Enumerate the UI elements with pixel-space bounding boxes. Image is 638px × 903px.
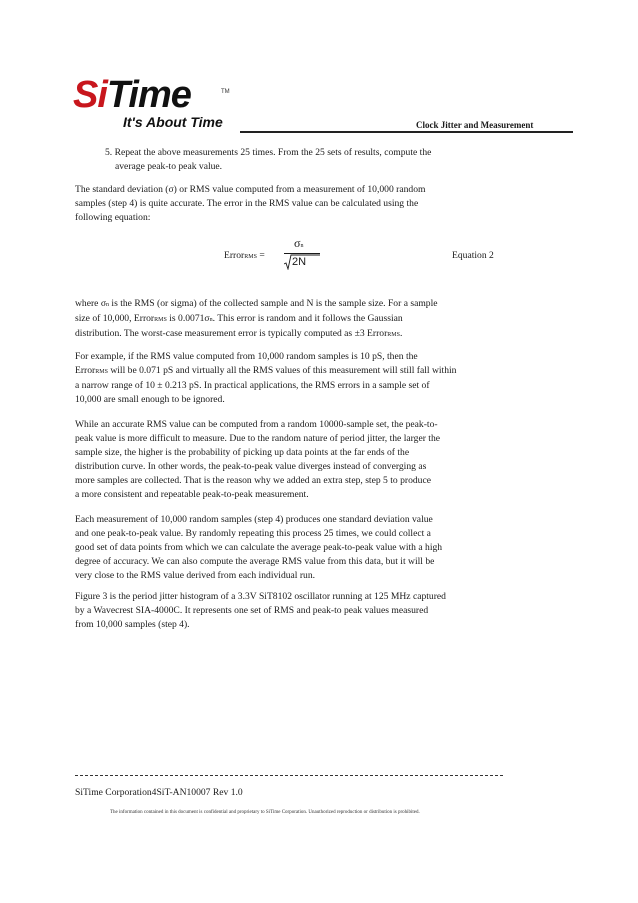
text-run: distribution. The worst-case measurement error is typically computed as ±3 Error [75,328,388,339]
subscript: RMS [387,332,400,338]
paragraph-peak-to-peak [75,418,485,502]
subscript: RMS [154,317,167,323]
text-line: While an accurate RMS value can be computed from a random 10000-sample set, the peak-to- [75,419,438,430]
text-line: following equation: [75,212,151,223]
text-line: distribution curve. In other words, the peak-to-peak value diverges instead of converging as [75,461,427,472]
eq-equals: = [256,250,265,261]
subscript: RMS [95,369,108,375]
paragraph-example [75,350,485,407]
footer-confidentiality-notice: The information contained in this document is confidential and proprietary to SiTime Corporation. Unauthorized reproduction or distribution is prohibited. [110,810,420,815]
document-title: Clock Jitter and Measurement [416,120,534,130]
eq-rms-subscript: RMS [244,254,257,260]
text-line: sample size, the higher is the probability of picking up data points at the far ends of the [75,447,410,458]
footer-divider [75,775,503,776]
eq-sigma: σ [294,236,301,250]
text-line: 10,000 are small enough to be ignored. [75,394,225,405]
step-5-paragraph [105,146,515,174]
footer-document-id: SiTime Corporation4SiT-AN10007 Rev 1.0 [75,787,243,798]
text-line: samples (step 4) is quite accurate. The error in the RMS value can be calculated using the [75,198,419,209]
text-run: Error [75,365,96,376]
equation-number: Equation 2 [452,250,494,261]
logo-wordmark [73,75,191,115]
text-line: by a Wavecrest SIA-4000C. It represents one set of RMS and peak-to peak values measured [75,605,429,616]
text-line [75,327,485,342]
text-line: from 10,000 samples (step 4). [75,619,190,630]
equation-fraction [284,236,320,274]
text-run: is 0.0071σ [166,313,210,324]
text-line: degree of accuracy. We can also compute the average RMS value from this data, but it will be [75,556,435,567]
text-line [75,364,485,379]
text-run: will be 0.071 pS and virtually all the RMS values of this measurement will still fall within [107,365,457,376]
text-line: very close to the RMS value derived from each individual run. [75,570,316,581]
text-line: peak value is more difficult to measure. Due to the random nature of period jitter, the larger the [75,433,441,444]
text-line: a more consistent and repeatable peak-to-peak measurement. [75,489,309,500]
logo-time: Time [106,74,191,116]
text-line: average peak-to peak value. [115,161,223,172]
text-line: For example, if the RMS value computed from 10,000 random samples is 10 pS, then the [75,351,418,362]
text-line [75,312,485,327]
text-line: The standard deviation (σ) or RMS value computed from a measurement of 10,000 random [75,184,426,195]
paragraph-repetition [75,513,485,583]
eq-numerator [294,236,303,251]
subscript: n [209,317,213,323]
text-run: size of 10,000, Error [75,313,155,324]
text-run: . [399,328,403,339]
eq-denominator: 2N [292,256,307,268]
eq-sigma-subscript: n [300,243,304,249]
logo-trademark: TM [221,89,230,95]
text-line: Figure 3 is the period jitter histogram of a 3.3V SiT8102 oscillator running at 125 MHz captured [75,591,446,602]
eq-error: Error [224,250,245,261]
text-line: Each measurement of 10,000 random samples (step 4) produces one standard deviation value [75,514,433,525]
header-divider [240,131,573,133]
text-line: a narrow range of 10 ± 0.213 pS. In practical applications, the RMS errors in a sample set of [75,380,430,391]
equation-lhs [224,250,265,261]
text-line: 5. Repeat the above measurements 25 times. From the 25 sets of results, compute the [105,147,432,158]
logo-tagline: It's About Time [123,114,223,130]
text-run: is the RMS (or sigma) of the collected sample and N is the sample size. For a sample [109,298,438,309]
text-line: and one peak-to-peak value. By randomly repeating this process 25 times, we could collect a [75,528,431,539]
text-line: more samples are collected. That is the reason why we added an extra step, step 5 to produce [75,475,431,486]
text-line [75,297,485,312]
paragraph-rms-accuracy [75,183,485,225]
text-run: where σ [75,298,107,309]
paragraph-figure-3 [75,590,485,632]
text-run: . This error is random and it follows the Gaussian [212,313,403,324]
subscript: n [106,302,110,308]
sitime-logo [73,75,241,131]
paragraph-error-definition [75,297,485,342]
text-line: good set of data points from which we can calculate the average peak-to-peak value with a high [75,542,443,553]
logo-si: Si [73,74,107,116]
